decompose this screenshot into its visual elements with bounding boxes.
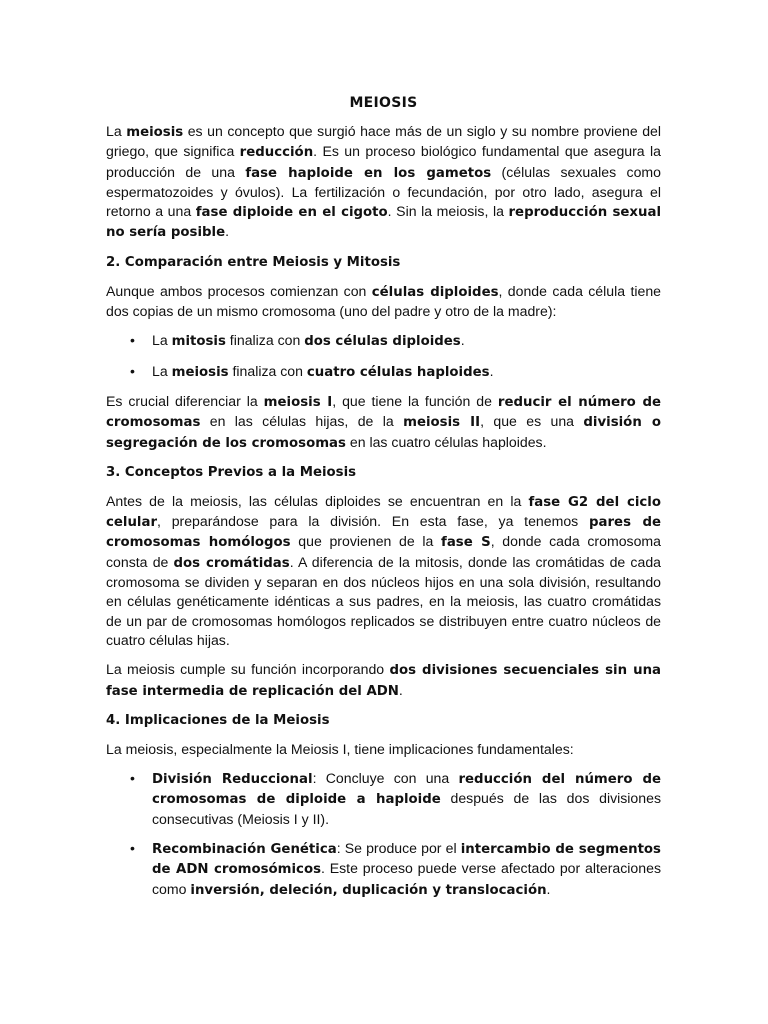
text-run: . Este proceso puede verse afectado por alteraciones como bbox=[152, 860, 661, 897]
bold-text-run: división o segregación de los cromosomas bbox=[106, 415, 662, 451]
text-run: : Se produce por el bbox=[336, 840, 461, 857]
text-run: Aunque ambos procesos comienzan con bbox=[106, 282, 372, 299]
section-2-heading: 2. Comparación entre Meiosis y Mitosis bbox=[106, 254, 401, 270]
bold-text-run: inversión, deleción, duplicación y translocación bbox=[190, 882, 547, 898]
text-run: , donde cada célula tiene dos copias de un mismo cromosoma (uno del padre y otro de la madre): bbox=[106, 282, 662, 320]
text-run: , que es una bbox=[480, 413, 584, 430]
bold-text-run: cuatro células haploides bbox=[306, 364, 490, 380]
bold-text-run: fase G2 del ciclo celular bbox=[106, 494, 661, 531]
text-run: en las células hijas, de la bbox=[200, 413, 404, 430]
bold-text-run: meiosis bbox=[126, 125, 184, 140]
text-run: , donde cada cromosoma consta de bbox=[106, 533, 661, 570]
bold-text-run: dos cromátidas bbox=[173, 555, 290, 571]
text-run: La bbox=[152, 332, 172, 349]
text-run: La meiosis, especialmente la Meiosis I, tiene implicaciones fundamentales: bbox=[106, 740, 574, 757]
text-run: después de las dos divisiones consecutivas (Meiosis I y II). bbox=[152, 790, 661, 827]
bullet-icon: • bbox=[130, 362, 135, 379]
text-run: : Concluye con una bbox=[312, 770, 459, 787]
bold-text-run: meiosis bbox=[171, 364, 229, 380]
document-title: MEIOSIS bbox=[349, 95, 418, 111]
text-run: Antes de la meiosis, las células diploides se encuentran en la bbox=[106, 492, 529, 509]
section-2-bullet-list bbox=[106, 331, 661, 382]
bold-text-run: meiosis I bbox=[263, 394, 333, 410]
bold-text-run: dos células diploides bbox=[304, 334, 461, 350]
bold-text-run: fase S bbox=[441, 535, 491, 551]
document-body bbox=[106, 94, 661, 910]
bold-text-run: División Reduccional bbox=[152, 772, 313, 788]
section-2-paragraph-1 bbox=[106, 282, 661, 322]
text-run: . bbox=[225, 223, 230, 240]
bullet-text bbox=[152, 770, 661, 827]
bullet-icon: • bbox=[130, 770, 135, 787]
text-run: . bbox=[460, 332, 465, 349]
text-run: Es crucial diferenciar la bbox=[106, 392, 264, 409]
section-4-paragraph-1 bbox=[106, 740, 661, 759]
bold-text-run: células diploides bbox=[371, 284, 499, 300]
section-4-heading: 4. Implicaciones de la Meiosis bbox=[106, 712, 330, 728]
text-run: , que tiene la función de bbox=[332, 392, 498, 409]
section-3-heading: 3. Conceptos Previos a la Meiosis bbox=[106, 464, 357, 480]
bold-text-run: reproducción sexual no sería posible bbox=[106, 205, 661, 241]
bold-text-run: mitosis bbox=[171, 334, 226, 350]
bold-text-run: dos divisiones secuenciales sin una fase intermedia de replicación del ADN bbox=[106, 663, 662, 699]
section-4-bullet-list bbox=[106, 769, 661, 900]
bold-text-run: reducción bbox=[239, 145, 314, 161]
text-run: La meiosis cumple su función incorporando bbox=[106, 661, 390, 678]
text-run: La bbox=[106, 123, 127, 139]
text-run: . Es un proceso biológico fundamental que asegura la producción de una bbox=[106, 143, 661, 180]
text-run: . Sin la meiosis, la bbox=[387, 203, 509, 220]
bullet-item-recombinacion-genetica bbox=[106, 839, 661, 900]
text-run: , preparándose para la división. En esta fase, ya tenemos bbox=[157, 513, 589, 530]
bold-text-run: meiosis II bbox=[403, 415, 481, 431]
text-run: (células sexuales como espermatozoides y óvulos). La fertilización o fecundación, por otro lado, asegura el retorno a una bbox=[106, 163, 661, 220]
text-run: en las cuatro células haploides. bbox=[345, 433, 547, 450]
bold-text-run: reducción del número de cromosomas de diploide a haploide bbox=[152, 772, 661, 808]
bold-text-run: fase diploide en el cigoto bbox=[195, 205, 388, 221]
bold-text-run: fase haploide en los gametos bbox=[245, 165, 492, 181]
section-3-paragraph-2 bbox=[106, 660, 661, 701]
bullet-text bbox=[152, 332, 465, 348]
text-run: es un concepto que surgió hace más de un siglo y su nombre proviene del griego, que significa bbox=[106, 123, 662, 160]
bold-text-run: pares de cromosomas homólogos bbox=[106, 515, 661, 551]
text-run: . bbox=[546, 880, 551, 897]
section-3-paragraph-1 bbox=[106, 492, 661, 650]
bullet-item-mitosis bbox=[106, 331, 661, 351]
bold-text-run: Recombinación Genética bbox=[152, 842, 337, 858]
bold-text-run: reducir el número de cromosomas bbox=[106, 394, 661, 431]
bullet-item-meiosis bbox=[106, 362, 661, 382]
bullet-icon: • bbox=[130, 332, 135, 349]
text-run: La bbox=[152, 362, 172, 379]
text-run: que provienen de la bbox=[290, 533, 442, 550]
text-run: . bbox=[398, 681, 403, 698]
section-2-paragraph-2 bbox=[106, 392, 661, 453]
bullet-text bbox=[152, 840, 661, 897]
text-run: finaliza con bbox=[225, 332, 305, 349]
text-run: . bbox=[489, 362, 494, 379]
bullet-item-division-reduccional bbox=[106, 769, 661, 829]
bold-text-run: intercambio de segmentos de ADN cromosómicos bbox=[152, 842, 661, 878]
intro-paragraph bbox=[106, 122, 661, 243]
bullet-icon: • bbox=[130, 840, 135, 857]
text-run: . A diferencia de la mitosis, donde las cromátidas de cada cromosoma se dividen y separan en dos núcleos hijos en una sola división, resultando en células genéticamente idénticas a sus padres, en la meiosis, las cuatro cromátidas de un par de cromosomas homólogos replicados se distribuyen entre cuatro núcleos de cuatro células hijas. bbox=[106, 553, 661, 648]
text-run: finaliza con bbox=[228, 362, 307, 379]
bullet-text bbox=[152, 363, 494, 379]
